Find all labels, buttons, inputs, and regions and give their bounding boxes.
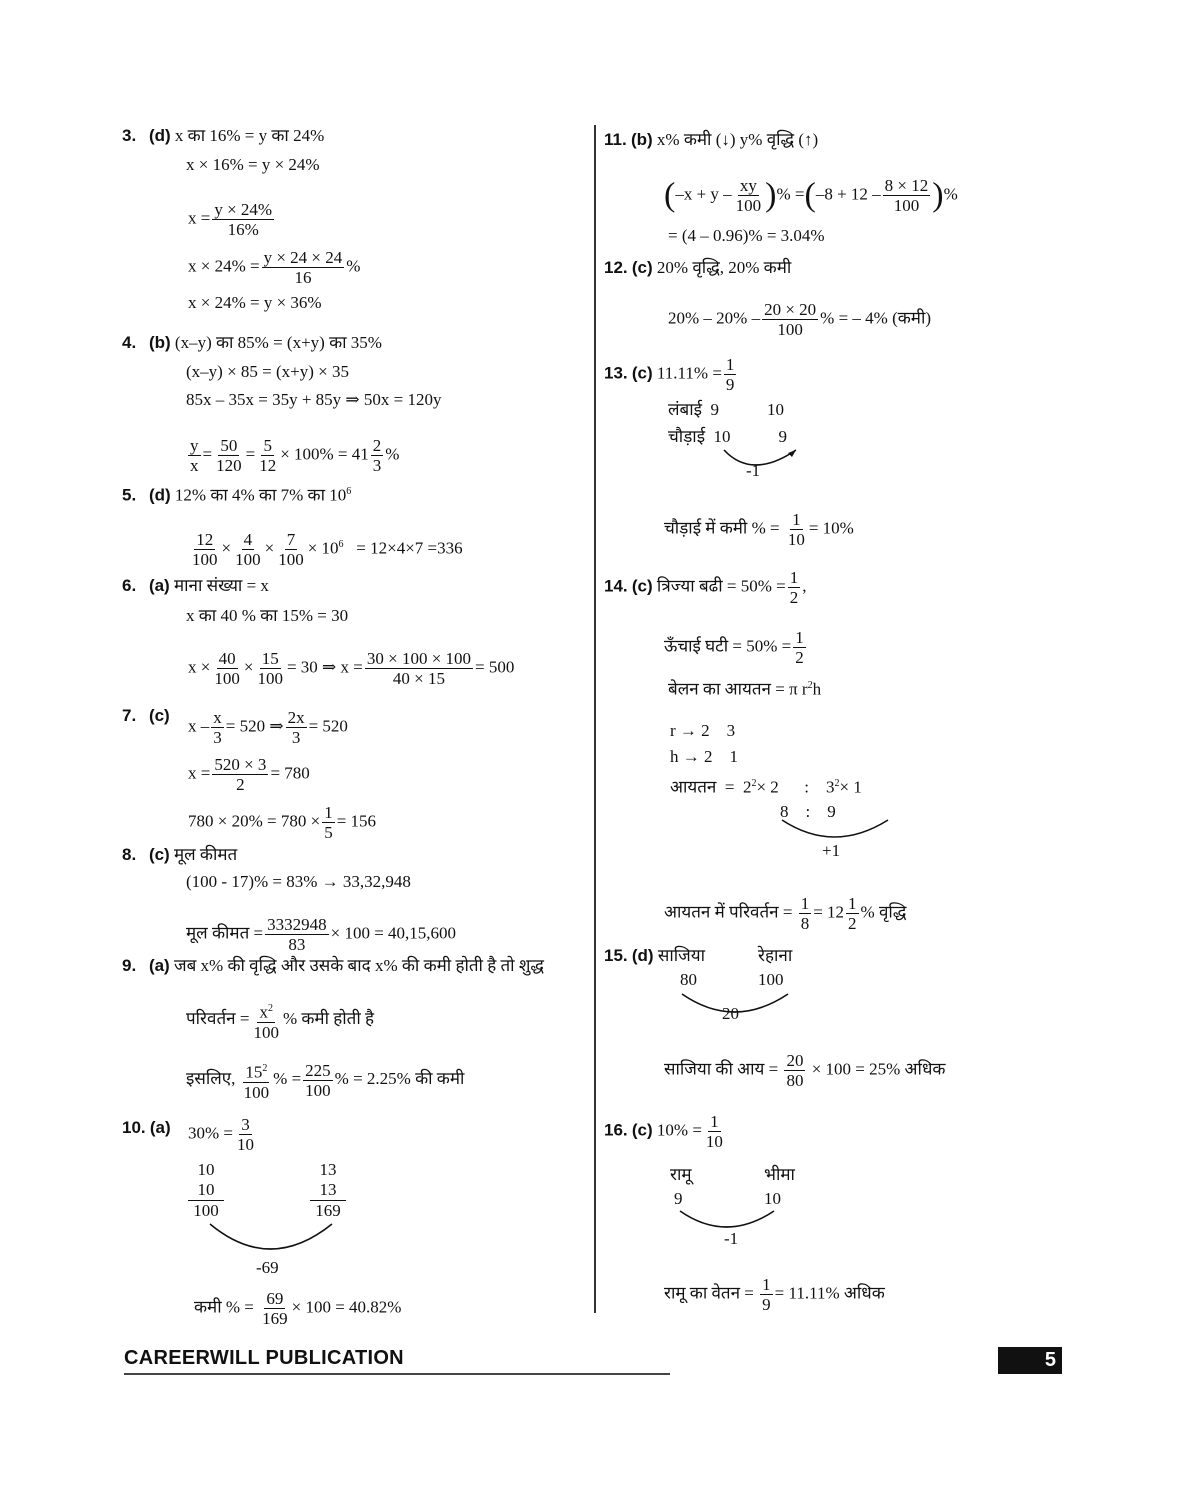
equation: परिवर्तन = $\frac{x^2}{100}$ % कमी होती है <box>186 999 374 1042</box>
line: x का 40 % का 15% = 30 <box>186 606 349 625</box>
equation: 780 × 20% = 780 × $\frac{1}{5}$ = 156 <box>188 803 377 842</box>
line: 12% का 4% का 7% का 10 <box>174 485 347 505</box>
line: माना संख्या = x <box>173 576 269 595</box>
value-b: 10 <box>764 1189 781 1208</box>
equation: $\frac{12}{100}$ × $\frac{4}{100}$ × $\frac{7}{100}$ × $10^6$ = 12×4×7 =336 <box>192 530 463 569</box>
label-a: रामू <box>670 1165 692 1184</box>
label-a: साजिया <box>657 946 706 965</box>
line: (x–y) का 85% = (x+y) का 35% <box>174 333 382 352</box>
value-b: 100 <box>758 970 784 989</box>
ratio-row: r → 2 3 <box>670 721 736 740</box>
question-number: 9. <box>122 956 137 975</box>
answer-option: (c) <box>631 576 653 596</box>
answer-option: (d) <box>148 126 171 145</box>
answer-option: (a) <box>149 1118 171 1137</box>
equation: x – $\frac{x}{3}$ = 520 ⇒ $\frac{2x}{3}$ = 520 <box>188 708 348 747</box>
answer-option: (b) <box>148 333 171 352</box>
answer-option: (c) <box>148 845 170 864</box>
equation: x = $\frac{520 \times 3}{2}$ = 780 <box>188 755 310 794</box>
answer-option: (a) <box>148 576 170 595</box>
difference-label: +1 <box>822 841 841 860</box>
question-number: 3. <box>122 126 137 145</box>
question-number: 10. <box>122 1118 146 1137</box>
question-number: 15. <box>604 946 628 965</box>
equation: चौड़ाई में कमी % = $\frac{1}{10}$ = 10% <box>664 510 854 549</box>
answer-option: (d) <box>148 485 171 505</box>
question-number: 14. <box>604 576 628 596</box>
answer-option: (c) <box>148 706 170 725</box>
ratio-row: आयतन = $2^2\times 2$ : $3^2\times 1$ <box>670 777 862 797</box>
line: = (4 – 0.96)% = 3.04% <box>668 226 825 245</box>
difference-label: -1 <box>724 1229 739 1248</box>
equation: आयतन में परिवर्तन = $\frac{1}{8}$ = 12 $\frac{1}{2}$ % वृद्धि <box>664 894 907 933</box>
equation: साजिया की आय = $\frac{20}{80}$ × 100 = 25% अधिक <box>664 1051 946 1090</box>
equation: x × $\frac{40}{100}$ × $\frac{15}{100}$ = 30 ⇒ x = $\frac{30 \times 100 \times 100}{40 \times 15}$ = 500 <box>188 649 515 688</box>
line: (x–y) × 85 = (x+y) × 35 <box>186 362 349 381</box>
question-number: 8. <box>122 845 137 864</box>
difference-label: 20 <box>722 1004 739 1023</box>
question-number: 4. <box>122 333 137 352</box>
equation: इसलिए, $\frac{15^2}{100}$ % = $\frac{225}{100}$ % = 2.25% की कमी <box>186 1060 465 1102</box>
equation: $\frac{y}{x}$ = $\frac{50}{120}$ = $\frac{5}{12}$ × 100% = 41 $\frac{2}{3}$ % <box>190 436 400 475</box>
product-column-a: 10 10 100 <box>188 1160 224 1221</box>
answer-option: (b) <box>630 130 653 149</box>
question-number: 6. <box>122 576 137 595</box>
equation: मूल कीमत = $\frac{3332948}{83}$ × 100 = 40,15,600 <box>186 915 457 954</box>
line: x × 24% = y × 36% <box>188 293 322 312</box>
line: x का 16% = y का 24% <box>174 126 325 145</box>
question-number: 7. <box>122 706 137 725</box>
ratio-row: h → 2 1 <box>670 747 738 766</box>
question-number: 5. <box>122 485 137 505</box>
equation: x = $\frac{y \times 24\%}{16\%}$ <box>188 200 273 239</box>
equation: (–x + y – $\frac{xy}{100}$ )% =(–8 + 12 – $\frac{8 \times 12}{100}$ )% <box>664 176 958 215</box>
equation: रामू का वेतन = $\frac{1}{9}$ = 11.11% अधिक <box>664 1275 885 1314</box>
footer-rule <box>124 1373 670 1375</box>
value-a: 9 <box>674 1189 683 1208</box>
page-number: 5 <box>998 1347 1062 1374</box>
line: 20% वृद्धि, 20% कमी <box>656 258 792 277</box>
question-number: 11. <box>604 130 627 149</box>
equation: कमी % = $\frac{69}{169}$ × 100 = 40.82% <box>194 1289 402 1328</box>
ratio-row: 8 : 9 <box>780 802 836 821</box>
line: 85x – 35x = 35y + 85y ⇒ 50x = 120y <box>186 390 442 409</box>
line: मूल कीमत <box>173 845 238 864</box>
answer-option: (d) <box>631 946 654 965</box>
equation: x × 24% = $\frac{y \times 24 \times 24}{16}$ % <box>188 248 361 287</box>
difference-arc <box>208 1222 338 1256</box>
answer-option: (a) <box>148 956 170 975</box>
line: x% कमी (↓) y% वृद्धि (↑) <box>656 130 819 149</box>
answer-option: (c) <box>631 363 653 383</box>
equation: 20% – 20% – $\frac{20 \times 20}{100}$ % = – 4% (कमी) <box>668 300 932 339</box>
answer-option: (c) <box>631 258 653 277</box>
ratio-row: लंबाई 9 10 <box>668 400 784 419</box>
difference-label: -69 <box>256 1258 279 1277</box>
difference-arc <box>722 448 802 478</box>
question-number: 13. <box>604 363 628 383</box>
question-number: 12. <box>604 258 628 277</box>
column-divider <box>594 125 596 1313</box>
difference-label: -1 <box>746 461 761 480</box>
equation: ऊँचाई घटी = 50% = $\frac{1}{2}$ <box>664 628 804 667</box>
equation: 30% = $\frac{3}{10}$ <box>188 1115 254 1154</box>
ratio-row: चौड़ाई 10 9 <box>668 427 788 446</box>
label-b: भीमा <box>764 1165 795 1184</box>
label-b: रेहाना <box>758 946 793 965</box>
line: बेलन का आयतन = π $r^2h$ <box>668 679 822 699</box>
line: जब x% की वृद्धि और उसके बाद x% की कमी होती है तो शुद्ध <box>173 956 544 975</box>
product-column-b: 13 13 169 <box>310 1160 346 1221</box>
question-number: 16. <box>604 1120 628 1140</box>
line: (100 - 17)% = 83% → 33,32,948 <box>186 872 411 891</box>
line: x × 16% = y × 24% <box>186 155 320 174</box>
answer-option: (c) <box>631 1120 653 1140</box>
value-a: 80 <box>680 970 697 989</box>
publisher-name: CAREERWILL PUBLICATION <box>124 1347 404 1369</box>
